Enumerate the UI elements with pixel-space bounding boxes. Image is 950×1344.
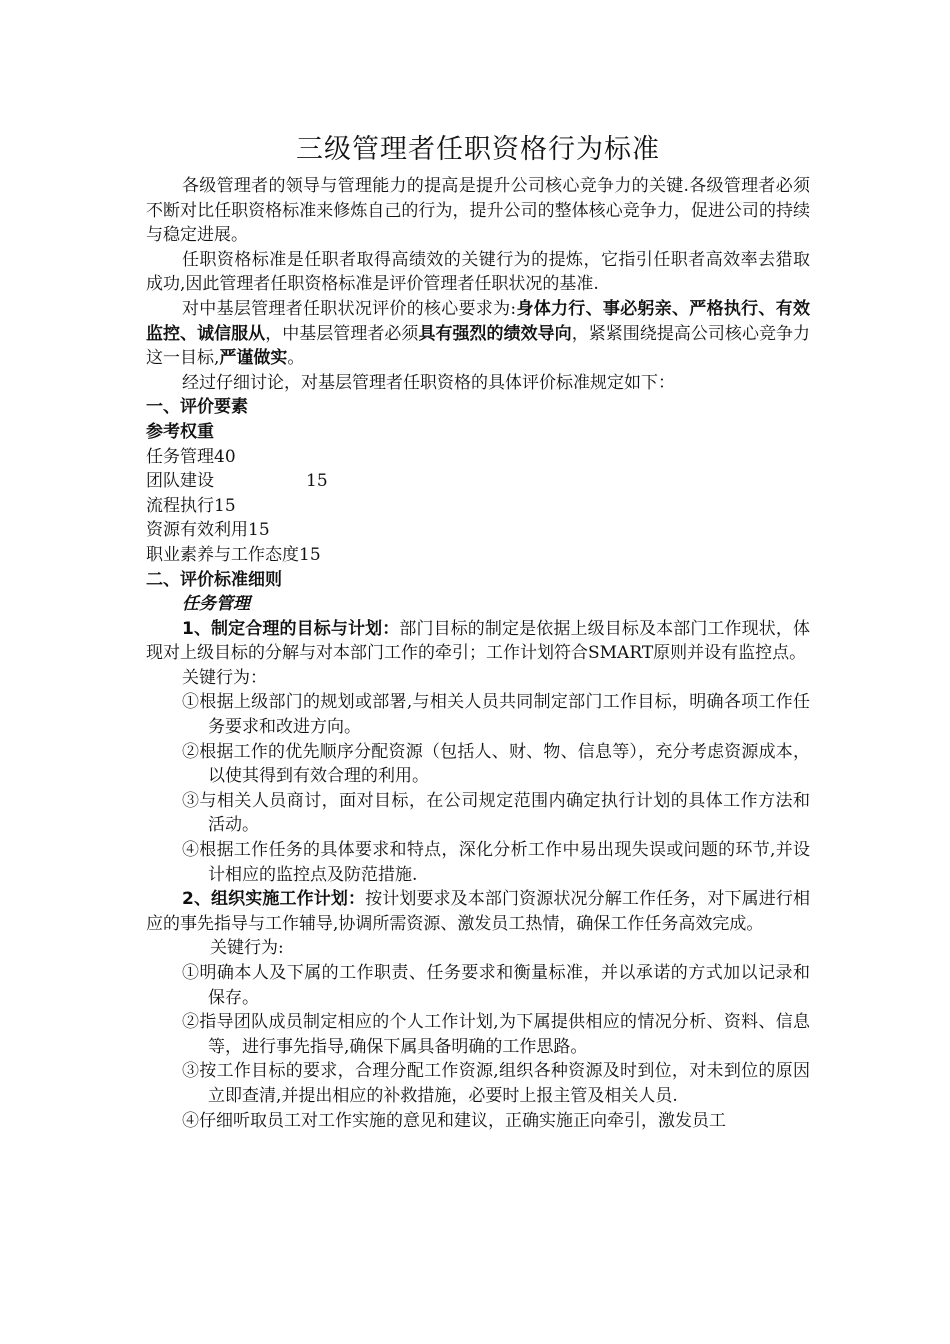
- weight-value: 15: [214, 495, 236, 516]
- list-item: ④根据工作任务的具体要求和特点，深化分析工作中易出现失误或问题的环节,并设计相应的监控点及防范措施.: [182, 840, 810, 885]
- item1-title: 1、制定合理的目标与计划：: [182, 618, 400, 639]
- list-item: ①根据上级部门的规划或部署,与相关人员共同制定部门工作目标，明确各项工作任务要求和改进方向。: [182, 692, 810, 738]
- weight-value: 15: [299, 544, 321, 565]
- list-item: ④仔细听取员工对工作实施的意见和建议，正确实施正向牵引，激发员工: [182, 1110, 726, 1131]
- weight-name: 团队建设: [146, 471, 214, 492]
- list-item: ①明确本人及下属的工作职责、任务要求和衡量标准，并以承诺的方式加以记录和保存。: [182, 963, 810, 1008]
- list-item: ②根据工作的优先顺序分配资源（包括人、财、物、信息等），充分考虑资源成本，以使其得到有效合理的利用。: [182, 741, 810, 787]
- item1-description: 部门目标的制定是依据上级目标及本部门工作现状，体现对上级目标的分解与对本部门工作的牵引；工作计划符合SMART原则并设有监控点。: [146, 618, 811, 664]
- weight-name: 资源有效利用: [146, 520, 248, 541]
- section2-subheading: 任务管理: [182, 594, 250, 615]
- section2-heading: 二、评价标准细则: [146, 569, 282, 590]
- intro-p3-bold-d: 具有强烈的绩效导向: [418, 323, 572, 344]
- weight-row: [146, 469, 810, 494]
- section1-heading: 一、评价要素: [146, 397, 248, 418]
- item2-paragraph: [146, 887, 810, 936]
- weight-value: 40: [214, 446, 236, 467]
- weight-value: 15: [248, 520, 270, 541]
- intro-p3-text-c: ，中基层管理者必须: [265, 323, 419, 344]
- intro-p3-text-a: 对中基层管理者任职状况评价的核心要求为:: [182, 298, 517, 319]
- weight-name: 任务管理: [146, 446, 214, 467]
- weight-value: 15: [306, 471, 328, 492]
- document-page: [146, 126, 810, 1133]
- item2-description: 按计划要求及本部门资源状况分解工作任务，对下属进行相应的事先指导与工作辅导,协调所需资源、激发员工热情，确保工作任务高效完成。: [146, 889, 810, 934]
- document-title: 三级管理者任职资格行为标准: [296, 134, 660, 165]
- intro-p3-text-g: 。: [287, 348, 305, 369]
- item2-key-behaviors-label: 关键行为:: [210, 938, 284, 959]
- intro-paragraph-1: 各级管理者的领导与管理能力的提高是提升公司核心竞争力的关键.各级管理者必须不断对比任职资格标准来修炼自己的行为，提升公司的整体核心竞争力，促进公司的持续与稳定进展。: [146, 176, 810, 246]
- intro-paragraph-3: [146, 297, 810, 371]
- weights-label: 参考权重: [146, 421, 214, 442]
- intro-p3-bold-a: 身体力行、事必躬亲、严格执行、有效监控、诚信服从: [146, 298, 811, 344]
- item1-key-behaviors-label: 关键行为：: [182, 667, 267, 688]
- item2-title: 2、组织实施工作计划：: [182, 889, 366, 910]
- list-item: ②指导团队成员制定相应的个人工作计划,为下属提供相应的情况分析、资料、信息等，进行事先指导,确保下属具备明确的工作思路。: [182, 1012, 810, 1057]
- weight-name: 流程执行: [146, 495, 214, 516]
- intro-paragraph-4: 经过仔细讨论，对基层管理者任职资格的具体评价标准规定如下：: [182, 372, 675, 393]
- list-item: ③与相关人员商讨，面对目标，在公司规定范围内确定执行计划的具体工作方法和活动。: [182, 790, 810, 836]
- intro-p3-bold-f: 严谨做实: [219, 348, 288, 369]
- intro-paragraph-2: 任职资格标准是任职者取得高绩效的关键行为的提炼，它指引任职者高效率去猎取成功,因此管理者任职资格标准是评价管理者任职状况的基准.: [146, 249, 810, 295]
- weight-row: [146, 518, 810, 543]
- weight-row: [146, 543, 810, 568]
- weight-name: 职业素养与工作态度: [146, 544, 299, 565]
- weight-row: [146, 494, 810, 519]
- weight-row: [146, 445, 810, 470]
- item1-paragraph: [146, 617, 810, 666]
- intro-p3-text-e: ，紧紧围绕提高公司核心竞争力这一目标,: [146, 323, 811, 369]
- list-item: ③按工作目标的要求，合理分配工作资源,组织各种资源及时到位，对未到位的原因立即查清,并提出相应的补救措施，必要时上报主管及相关人员.: [182, 1061, 810, 1106]
